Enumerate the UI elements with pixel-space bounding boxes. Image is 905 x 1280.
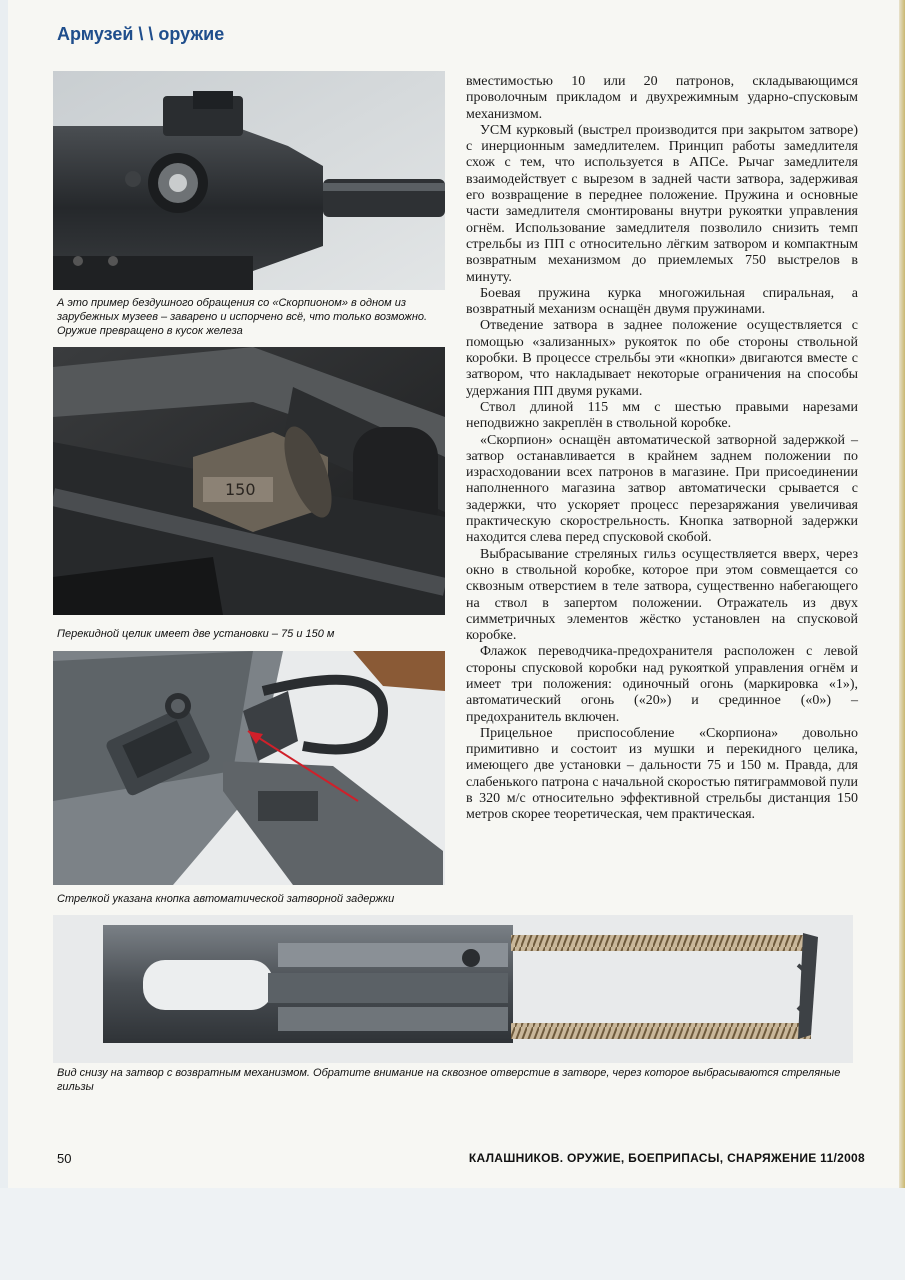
magazine-footer-title: КАЛАШНИКОВ. ОРУЖИЕ, БОЕПРИПАСЫ, СНАРЯЖЕНИЕ 11/2008 — [468, 1151, 865, 1165]
article-paragraph: Отведение затвора в заднее положение осуществляется с помощью «зализанных» рукояток по обе стороны ствольной коробки. В процессе стрельбы эти «кнопки» двигаются вместе с затвором, что накладывает некоторые ограничения на способы удержания ПП двумя руками. — [466, 318, 858, 399]
article-paragraph: вместимостью 10 или 20 патронов, складывающимся проволочным прикладом и двухрежимным ударно-спусковым механизмом. — [466, 74, 858, 122]
photo-bolt-springs — [53, 915, 853, 1063]
photo1-caption: А это пример бездушного обращения со «Скорпионом» в одном из зарубежных музеев – заварено и испорчено всё, что только возможно. Оружие превращено в кусок железа — [57, 297, 428, 337]
article-paragraph: Выбрасывание стреляных гильз осуществляется вверх, через окно в ствольной коробке, которое при этом совмещается со сквозным отверстием в теле затвора, существенно набегающего на ствол в запертом положении. Отражатель из двух симметричных элементов жёстко установлен на спусковой коробке. — [466, 546, 858, 644]
article-paragraph: Прицельное приспособление «Скорпиона» довольно примитивно и состоит из мушки и перекидного целика, имеющего две установки – дальности 75 и 150 м. Правда, для слабенького патрона с начальной скоростью пятиграммовой пули в 320 м/с относительно эффективной стрельбы дистанция 150 метров скорее теоретическая, чем практическая. — [466, 725, 858, 823]
photo2-caption: Перекидной целик имеет две установки – 75 и 150 м — [57, 628, 335, 640]
article-paragraph: Ствол длиной 115 мм с шестью правыми нарезами неподвижно закреплён в ствольной коробке. — [466, 399, 858, 432]
article-paragraph: УСМ курковый (выстрел производится при закрытом затворе) с инерционным замедлителем. Принцип работы замедлителя схож с тем, что используется в АПСе. Рычаг замедлителя взаимодействует с вырезом в задней части затвора, задерживая его возвращение в переднее положение. Пружина и основные части замедлителя смонтированы внутри рукоятки управления огнём. Использование замедлителя позволило снизить темп стрельбы из ПП с относительно лёгким затвором и компактным возвратным механизмом до приемлемых 750 выстрелов в минуту. — [466, 122, 858, 285]
article-paragraph: «Скорпион» оснащён автоматической затворной задержкой – затвор останавливается в крайнем заднем положении по израсходовании всех патронов в магазине. При присоединении наполненного магазина затвор автоматически срывается с задержки, что ускоряет процесс перезаряжания увеличивая практическую скорострельность. Кнопка затворной задержки находится слева перед спусковой скобой. — [466, 432, 858, 546]
photo-welded-gun — [53, 71, 445, 290]
photo4-caption: Вид снизу на затвор с возвратным механизмом. Обратите внимание на сквозное отверстие в затворе, через которое выбрасываются стреляные гильзы — [57, 1067, 841, 1093]
sight-marking-150: 150 — [225, 480, 256, 499]
scan-background — [0, 1188, 905, 1280]
section-title: Армузей \ \ оружие — [57, 24, 225, 44]
photo-rear-sight — [53, 347, 445, 615]
page-spine-edge — [899, 0, 905, 1188]
photo3-caption: Стрелкой указана кнопка автоматической затворной задержки — [57, 893, 395, 905]
article-text — [466, 74, 858, 824]
page-number: 50 — [57, 1151, 72, 1166]
article-paragraph: Боевая пружина курка многожильная спиральная, а возвратный механизм оснащён двумя пружинами. — [466, 285, 858, 318]
article-paragraph: Флажок переводчика-предохранителя расположен с левой стороны спусковой коробки над рукояткой управления огнём и имеет три положения: одиночный огонь (маркировка «1»), автоматический огонь («20») и срединное («0») – предохранитель включен. — [466, 644, 858, 725]
photo-bolt-catch — [53, 651, 445, 885]
